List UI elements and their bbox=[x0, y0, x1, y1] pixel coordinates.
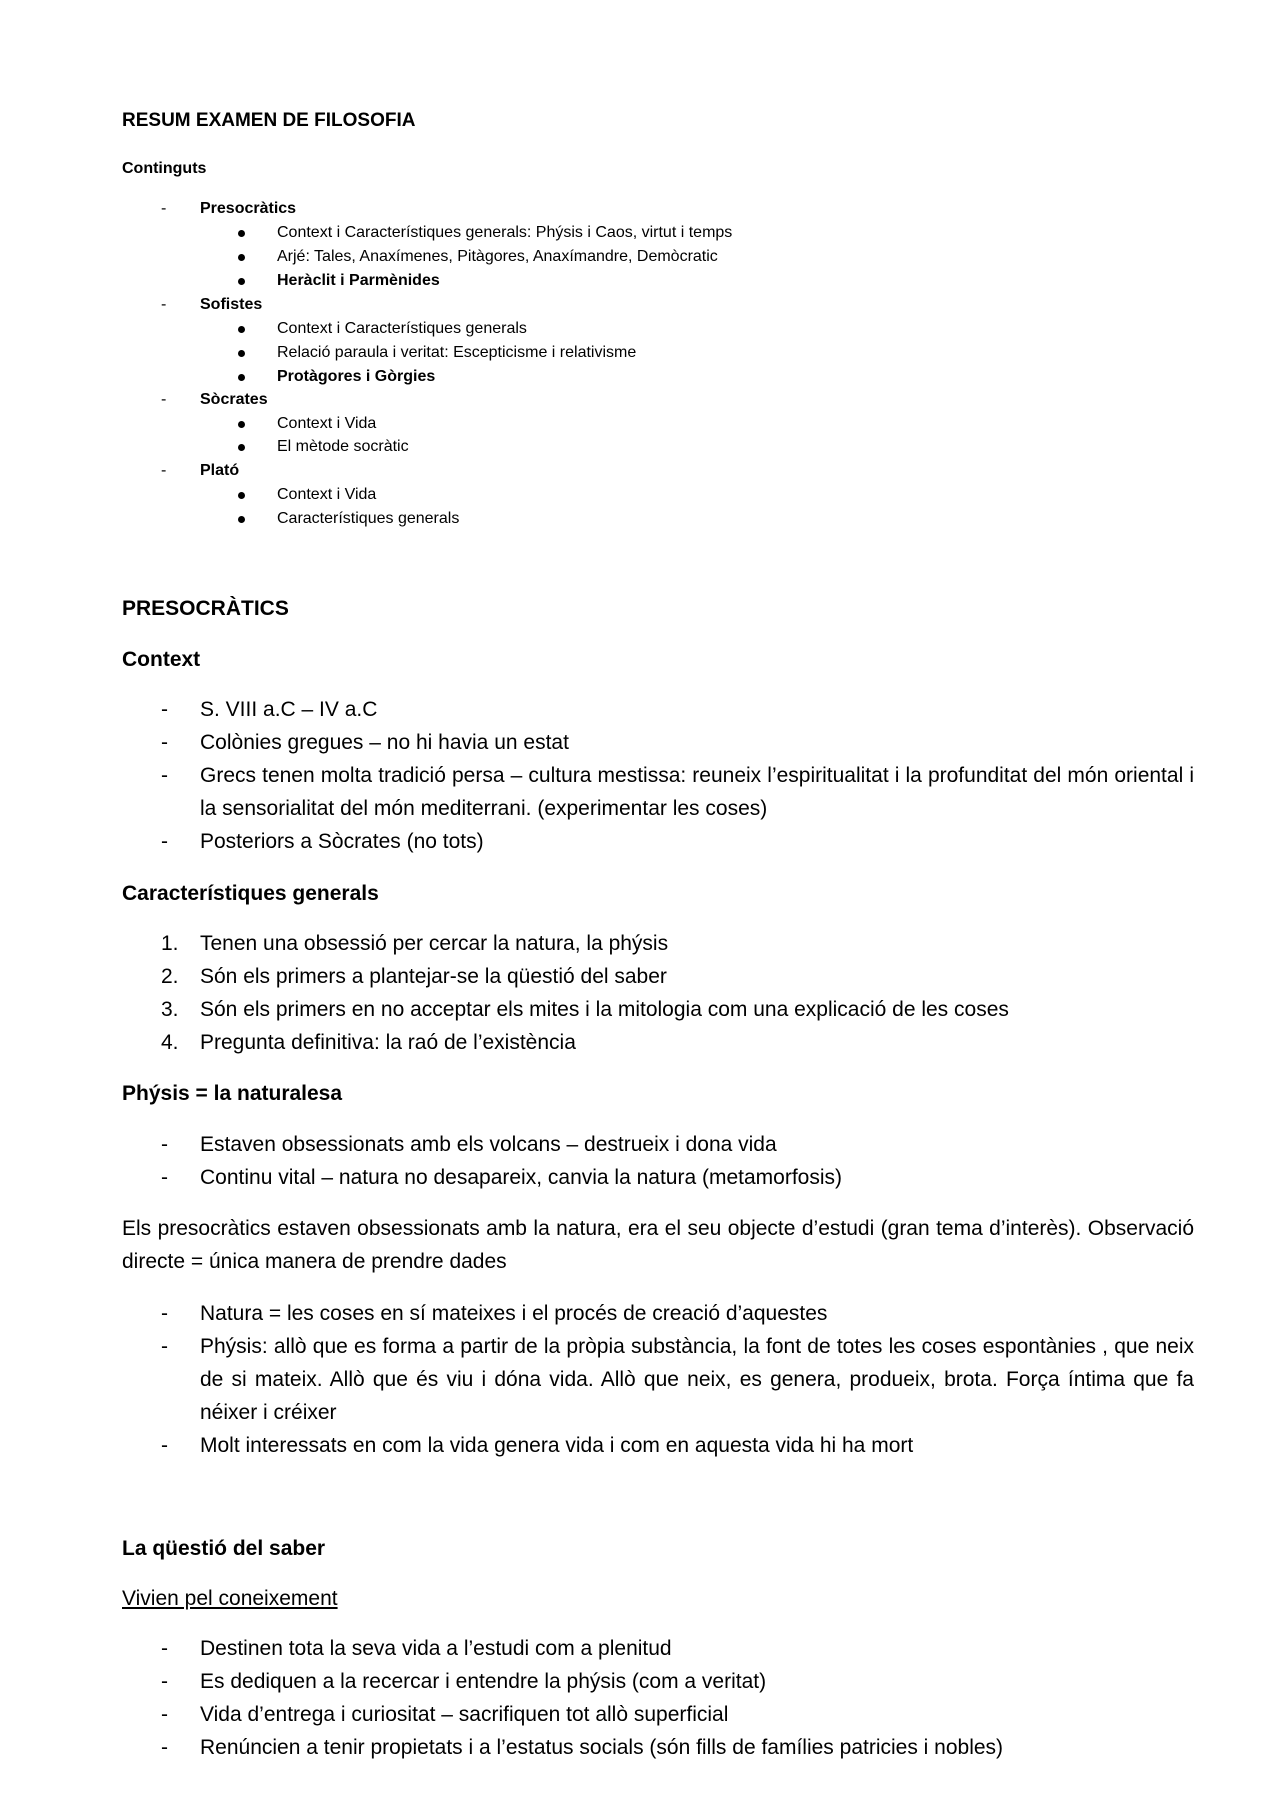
dash-icon: - bbox=[161, 391, 167, 408]
toc-item: Context i Vida bbox=[277, 415, 377, 432]
dash-icon: - bbox=[161, 462, 167, 479]
dash-icon: - bbox=[161, 1637, 168, 1660]
list-item: Colònies gregues – no hi havia un estat bbox=[200, 731, 569, 754]
toc-item: El mètode socràtic bbox=[277, 438, 409, 455]
bullet-icon bbox=[238, 278, 245, 285]
dash-icon: - bbox=[161, 764, 168, 787]
knowledge-subheading: Vivien pel coneixement bbox=[122, 1587, 338, 1610]
bullet-icon bbox=[238, 350, 245, 357]
dash-icon: - bbox=[161, 830, 168, 853]
list-number: 3. bbox=[161, 998, 179, 1021]
toc-section: Sòcrates bbox=[200, 391, 268, 408]
toc-item: Context i Característiques generals bbox=[277, 320, 527, 337]
dash-icon: - bbox=[161, 1703, 168, 1726]
knowledge-heading: La qüestió del saber bbox=[122, 1537, 326, 1560]
list-item: Renúncien a tenir propietats i a l’estatus socials (són fills de famílies patricies i nobles) bbox=[200, 1736, 1004, 1759]
toc-item: Arjé: Tales, Anaxímenes, Pitàgores, Anaxímandre, Demòcratic bbox=[277, 248, 718, 265]
toc-section: Sofistes bbox=[200, 296, 263, 313]
list-item: Grecs tenen molta tradició persa – cultura mestissa: reuneix l’espiritualitat i la profunditat del món oriental i la sensorialitat del món mediterrani. (experimentar les coses) bbox=[200, 764, 1194, 820]
toc-item: Context i Vida bbox=[277, 486, 377, 503]
dash-icon: - bbox=[161, 731, 168, 754]
dash-icon: - bbox=[161, 1133, 168, 1156]
context-heading: Context bbox=[122, 648, 201, 671]
bullet-icon bbox=[238, 516, 245, 523]
toc-section: Presocràtics bbox=[200, 200, 297, 217]
contents-heading: Continguts bbox=[122, 160, 207, 177]
dash-icon: - bbox=[161, 1670, 168, 1693]
bullet-icon bbox=[238, 326, 245, 333]
list-item: Phýsis: allò que es forma a partir de la pròpia substància, la font de totes les coses espontànies , que neix de si mateix. Allò que és viu i dóna vida. Allò que neix, es genera, produeix, brota. Força íntima que fa néixer i créixer bbox=[200, 1335, 1194, 1424]
dash-icon: - bbox=[161, 1434, 168, 1457]
toc-item: Context i Característiques generals: Phýsis i Caos, virtut i temps bbox=[277, 224, 733, 241]
list-item: Vida d’entrega i curiositat – sacrifiquen tot allò superficial bbox=[200, 1703, 729, 1726]
dash-icon: - bbox=[161, 296, 167, 313]
list-item: S. VIII a.C – IV a.C bbox=[200, 698, 378, 721]
section-title: PRESOCRÀTICS bbox=[122, 597, 289, 620]
list-item: Natura = les coses en sí mateixes i el procés de creació d’aquestes bbox=[200, 1302, 828, 1325]
toc-item: Heràclit i Parmènides bbox=[277, 272, 440, 289]
bullet-icon bbox=[238, 374, 245, 381]
dash-icon: - bbox=[161, 1302, 168, 1325]
bullet-icon bbox=[238, 444, 245, 451]
toc-item: Protàgores i Gòrgies bbox=[277, 368, 436, 385]
dash-icon: - bbox=[161, 1335, 168, 1358]
list-number: 2. bbox=[161, 965, 179, 988]
list-item: Continu vital – natura no desapareix, canvia la natura (metamorfosis) bbox=[200, 1166, 842, 1189]
list-item: Són els primers a plantejar-se la qüestió del saber bbox=[200, 965, 667, 988]
physis-paragraph: Els presocràtics estaven obsessionats amb la natura, era el seu objecte d’estudi (gran tema d’interès). Observació directe = única manera de prendre dades bbox=[122, 1217, 1194, 1273]
list-item: Pregunta definitiva: la raó de l’existència bbox=[200, 1031, 576, 1054]
list-number: 1. bbox=[161, 932, 179, 955]
list-item: Són els primers en no acceptar els mites i la mitologia com una explicació de les coses bbox=[200, 998, 1009, 1021]
list-item: Estaven obsessionats amb els volcans – destrueix i dona vida bbox=[200, 1133, 777, 1156]
list-item: Tenen una obsessió per cercar la natura, la phýsis bbox=[200, 932, 669, 955]
list-item: Destinen tota la seva vida a l’estudi com a plenitud bbox=[200, 1637, 672, 1660]
list-item: Molt interessats en com la vida genera vida i com en aquesta vida hi ha mort bbox=[200, 1434, 914, 1457]
dash-icon: - bbox=[161, 200, 167, 217]
dash-icon: - bbox=[161, 1736, 168, 1759]
toc-item: Característiques generals bbox=[277, 510, 460, 527]
bullet-icon bbox=[238, 492, 245, 499]
dash-icon: - bbox=[161, 1166, 168, 1189]
toc-item: Relació paraula i veritat: Escepticisme i relativisme bbox=[277, 344, 637, 361]
bullet-icon bbox=[238, 230, 245, 237]
list-item: Posteriors a Sòcrates (no tots) bbox=[200, 830, 484, 853]
document-title: RESUM EXAMEN DE FILOSOFIA bbox=[122, 110, 416, 131]
list-number: 4. bbox=[161, 1031, 179, 1054]
features-heading: Característiques generals bbox=[122, 882, 379, 905]
bullet-icon bbox=[238, 254, 245, 261]
toc-section: Plató bbox=[200, 462, 240, 479]
dash-icon: - bbox=[161, 698, 168, 721]
physis-heading: Phýsis = la naturalesa bbox=[122, 1082, 343, 1105]
bullet-icon bbox=[238, 421, 245, 428]
list-item: Es dediquen a la recercar i entendre la phýsis (com a veritat) bbox=[200, 1670, 767, 1693]
